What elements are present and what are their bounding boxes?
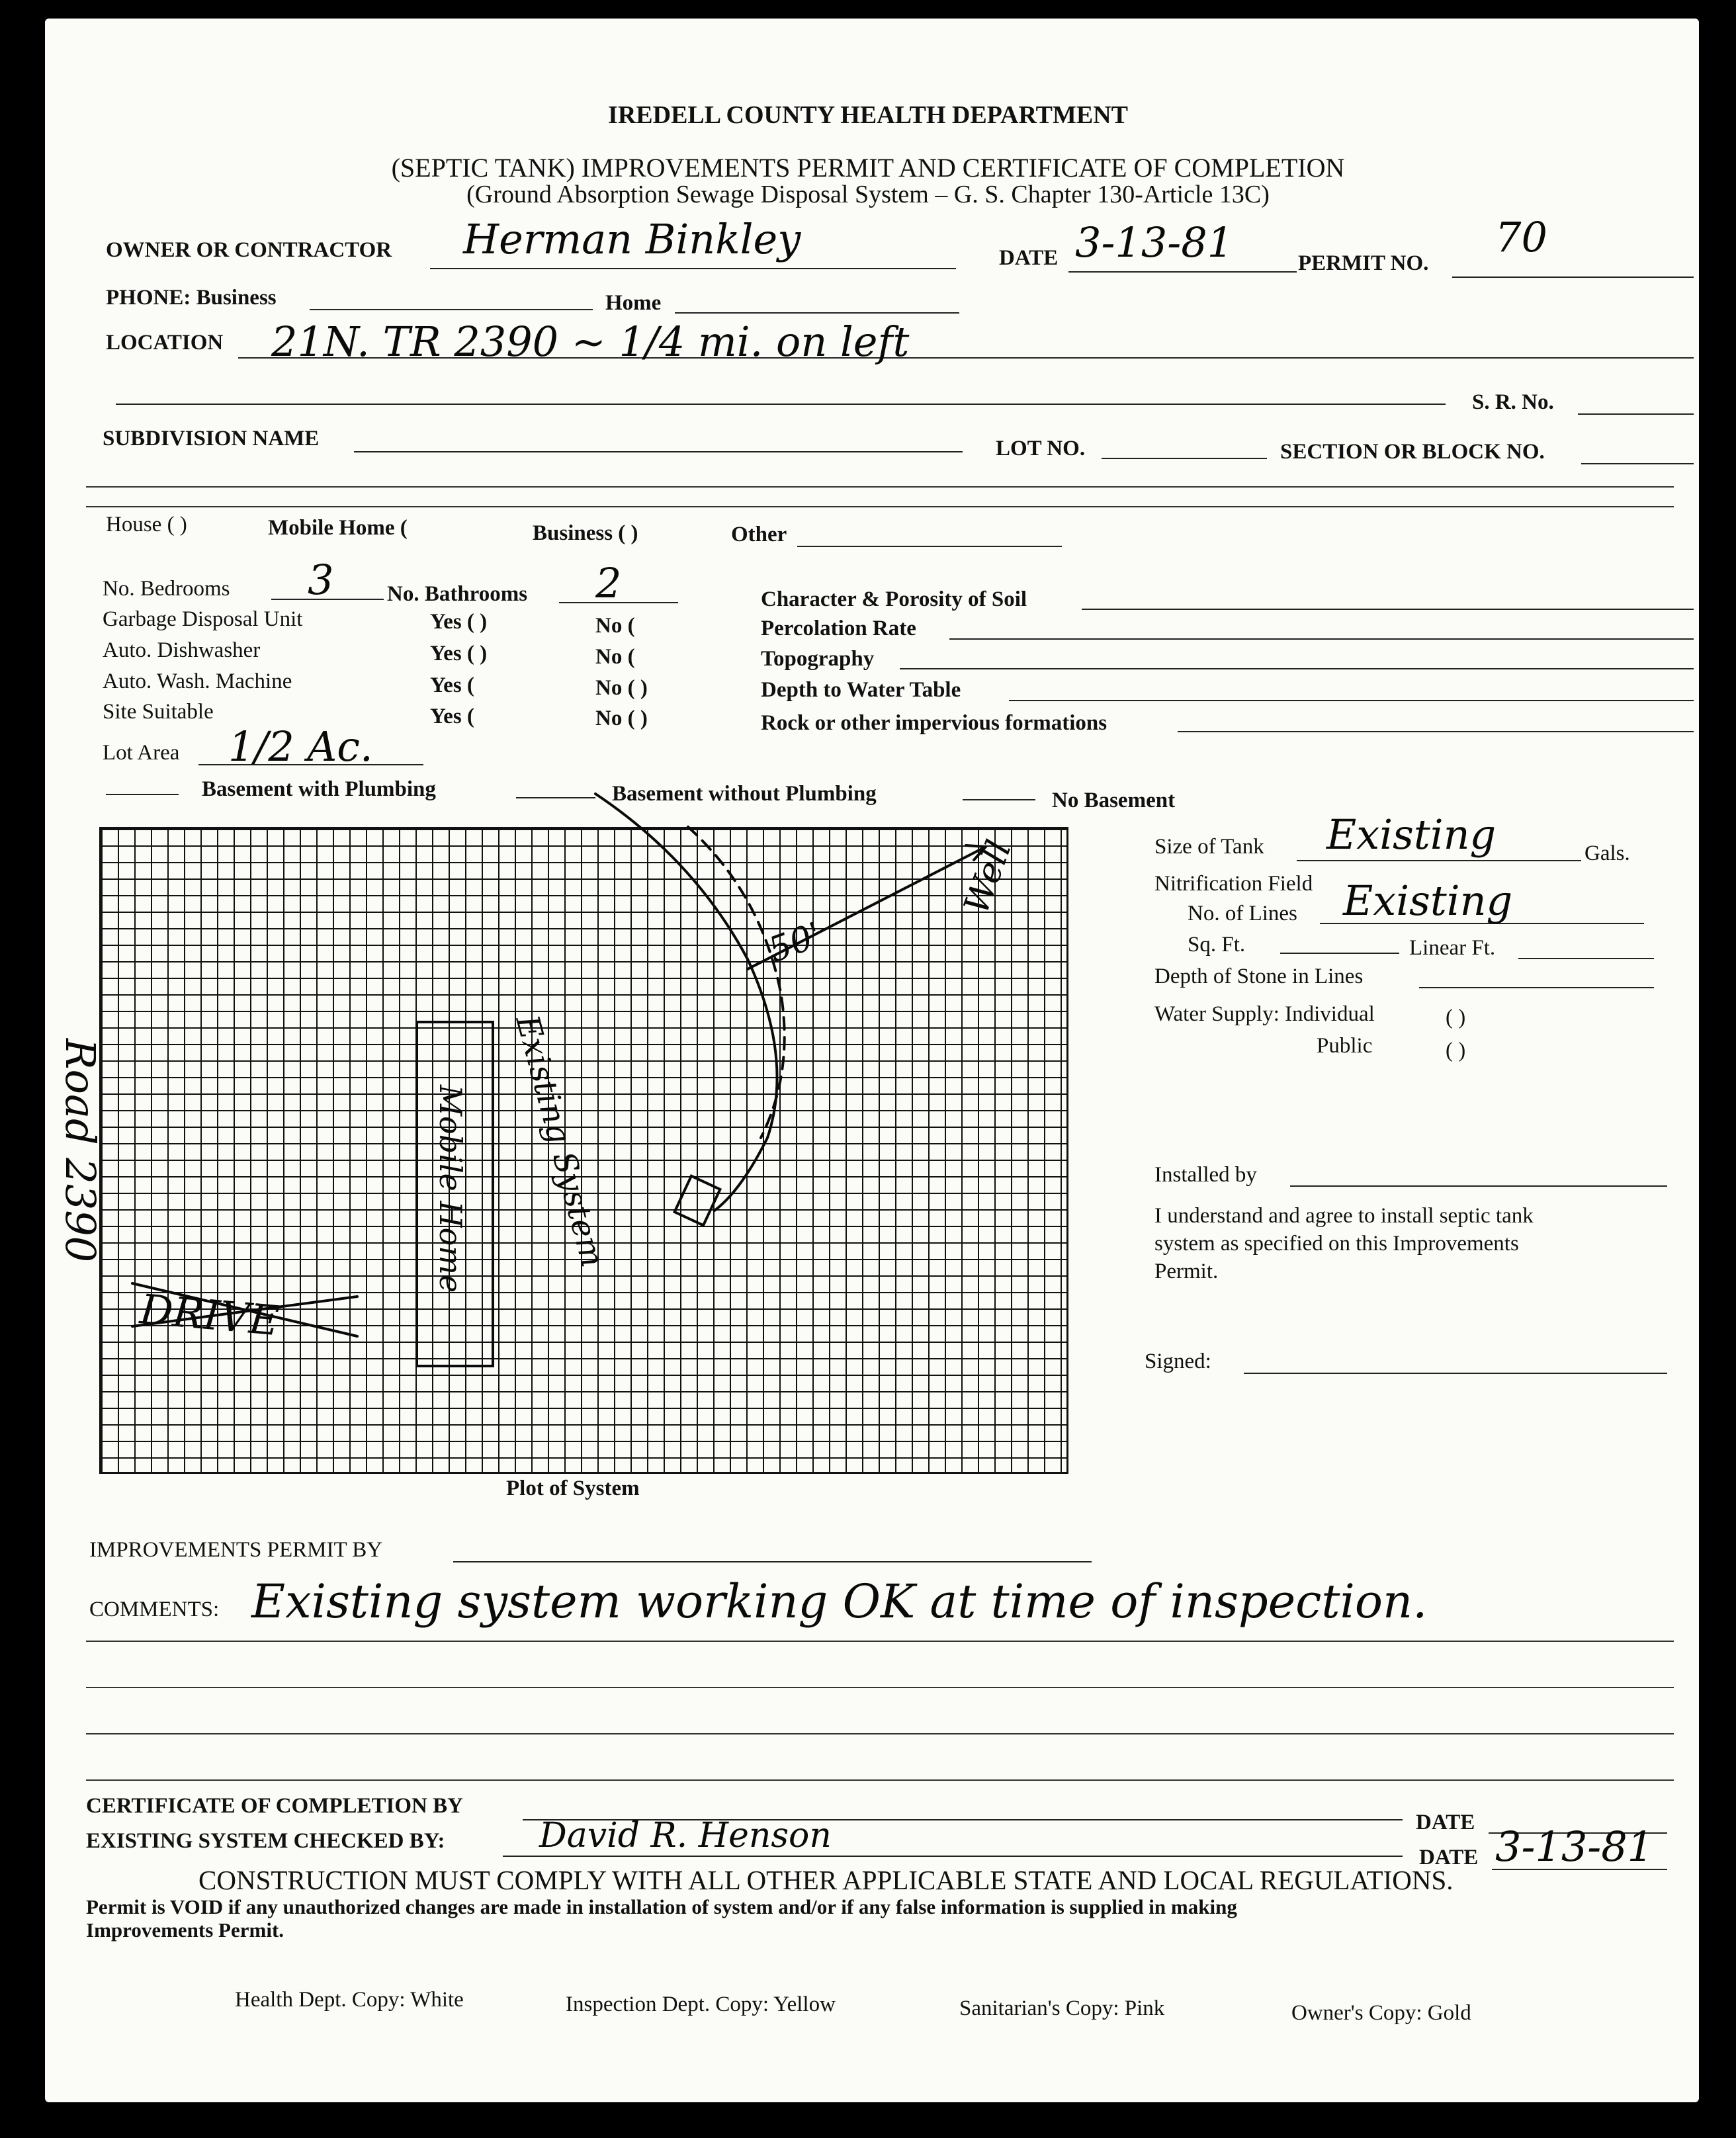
water-supply-label: Water Supply: Individual <box>1154 1002 1375 1026</box>
rock-label: Rock or other impervious formations <box>761 711 1107 735</box>
statement-line: I understand and agree to install septic tank <box>1154 1204 1534 1228</box>
department-title: IREDELL COUNTY HEALTH DEPARTMENT <box>608 101 1128 129</box>
owner-value: Herman Binkley <box>463 215 801 263</box>
comments-label: COMMENTS: <box>89 1598 220 1621</box>
permit-label: PERMIT NO. <box>1298 251 1429 275</box>
installed-by-line <box>1290 1185 1667 1187</box>
location-value: 21N. TR 2390 ~ 1/4 mi. on left <box>271 318 910 366</box>
comment-line <box>86 1733 1674 1734</box>
lines-value: Existing <box>1343 877 1513 925</box>
installed-by-label: Installed by <box>1154 1163 1257 1187</box>
road-label: Road 2390 <box>56 1039 105 1263</box>
other-label: Other <box>731 523 787 546</box>
existing-system-label: Existing System <box>508 1011 611 1271</box>
copy-label: Owner's Copy: Gold <box>1291 2001 1471 2025</box>
section-label: SECTION OR BLOCK NO. <box>1280 440 1545 464</box>
mobile-home-option: Mobile Home ( <box>268 516 408 540</box>
improvements-permit-label: IMPROVEMENTS PERMIT BY <box>89 1538 383 1562</box>
inspector-signature: David R. Henson <box>539 1816 832 1856</box>
check-label: Garbage Disposal Unit <box>103 607 303 631</box>
sqft-line <box>1280 953 1399 954</box>
comments-value: Existing system working OK at time of inspection. <box>251 1574 1428 1629</box>
mobile-home-label: Mobile Home <box>433 1085 468 1293</box>
check-yes: Yes ( <box>430 673 474 697</box>
comment-line <box>86 1779 1674 1781</box>
drive-label: DRIVE <box>138 1285 282 1346</box>
basement-without-label: Basement without Plumbing <box>612 782 877 806</box>
gals-label: Gals. <box>1584 841 1630 865</box>
check-yes: Yes ( ) <box>430 642 488 665</box>
plot-caption: Plot of System <box>506 1476 640 1500</box>
comment-line <box>86 1687 1674 1688</box>
water-table-label: Depth to Water Table <box>761 678 961 702</box>
signed-line <box>1244 1373 1667 1374</box>
form-title: (SEPTIC TANK) IMPROVEMENTS PERMIT AND CERTIFICATE OF COMPLETION <box>391 153 1345 183</box>
check-no: No ( ) <box>595 706 648 730</box>
lot-area-label: Lot Area <box>103 741 180 765</box>
public-label: Public <box>1317 1034 1373 1058</box>
location-label: LOCATION <box>106 331 224 355</box>
well-label: Well <box>956 835 1020 919</box>
subdivision-label: SUBDIVISION NAME <box>103 427 320 450</box>
sketch-arc <box>595 794 777 1211</box>
certificate-label: CERTIFICATE OF COMPLETION BY <box>86 1794 463 1818</box>
soil-character-label: Character & Porosity of Soil <box>761 587 1027 611</box>
existing-date-value: 3-13-81 <box>1495 1822 1654 1871</box>
check-no: No ( <box>595 614 635 638</box>
topography-label: Topography <box>761 647 875 671</box>
individual-paren: ( ) <box>1446 1005 1466 1029</box>
void-notice-continued: Improvements Permit. <box>86 1918 284 1942</box>
copy-label: Health Dept. Copy: White <box>235 1988 464 2012</box>
lot-area-value: 1/2 Ac. <box>228 722 373 771</box>
certificate-date-label: DATE <box>1416 1811 1475 1834</box>
sketch-dashed-arc <box>688 827 785 1138</box>
tank-box <box>675 1176 720 1226</box>
linear-line <box>1518 958 1654 959</box>
owner-label: OWNER OR CONTRACTOR <box>106 238 392 262</box>
business-option: Business ( ) <box>533 521 638 545</box>
existing-checked-label: EXISTING SYSTEM CHECKED BY: <box>86 1829 445 1853</box>
percolation-label: Percolation Rate <box>761 617 916 640</box>
bedrooms-value: 3 <box>308 556 334 604</box>
statement-line: Permit. <box>1154 1260 1219 1283</box>
sr-no-label: S. R. No. <box>1472 390 1554 414</box>
basement-with-label: Basement with Plumbing <box>202 777 436 801</box>
tank-size-value: Existing <box>1326 810 1497 859</box>
improvements-permit-line <box>453 1561 1092 1562</box>
tank-size-label: Size of Tank <box>1154 835 1264 859</box>
house-option: House ( ) <box>106 513 187 536</box>
lot-no-label: LOT NO. <box>996 437 1086 460</box>
copy-label: Inspection Dept. Copy: Yellow <box>566 1992 836 2016</box>
no-basement-label: No Basement <box>1052 789 1176 812</box>
compliance-notice: CONSTRUCTION MUST COMPLY WITH ALL OTHER APPLICABLE STATE AND LOCAL REGULATIONS. <box>198 1865 1454 1895</box>
sqft-label: Sq. Ft. <box>1188 933 1246 957</box>
check-no: No ( ) <box>595 676 648 700</box>
form-subtitle: (Ground Absorption Sewage Disposal System – G. S. Chapter 130-Article 13C) <box>466 181 1270 208</box>
public-paren: ( ) <box>1446 1039 1466 1062</box>
statement-line: system as specified on this Improvements <box>1154 1232 1519 1256</box>
check-label: Auto. Wash. Machine <box>103 669 292 693</box>
phone-home-label: Home <box>605 291 662 315</box>
nitrification-label: Nitrification Field <box>1154 872 1313 896</box>
check-yes: Yes ( <box>430 705 474 728</box>
copy-label: Sanitarian's Copy: Pink <box>959 1996 1165 2020</box>
bathrooms-value: 2 <box>595 559 622 607</box>
bathrooms-label: No. Bathrooms <box>387 582 528 606</box>
stone-line <box>1419 987 1654 988</box>
existing-checked-line <box>503 1856 1403 1857</box>
stone-label: Depth of Stone in Lines <box>1154 964 1364 988</box>
void-notice: Permit is VOID if any unauthorized changes are made in installation of system and/or if any false information is supplied in making <box>86 1895 1237 1918</box>
date-value: 3-13-81 <box>1075 218 1234 267</box>
check-yes: Yes ( ) <box>430 610 488 634</box>
phone-label: PHONE: Business <box>106 286 277 310</box>
check-label: Site Suitable <box>103 700 214 724</box>
comment-line <box>86 1641 1674 1642</box>
permit-value: 70 <box>1495 213 1547 261</box>
bedrooms-label: No. Bedrooms <box>103 577 230 601</box>
existing-date-label: DATE <box>1419 1846 1479 1869</box>
check-no: No ( <box>595 645 635 669</box>
check-label: Auto. Dishwasher <box>103 638 261 662</box>
tank-size-line <box>1297 860 1581 861</box>
date-label: DATE <box>999 246 1059 270</box>
lines-label: No. of Lines <box>1188 902 1297 925</box>
distance-label: 50' <box>763 915 828 971</box>
linear-label: Linear Ft. <box>1409 936 1496 960</box>
signed-label: Signed: <box>1145 1349 1211 1373</box>
